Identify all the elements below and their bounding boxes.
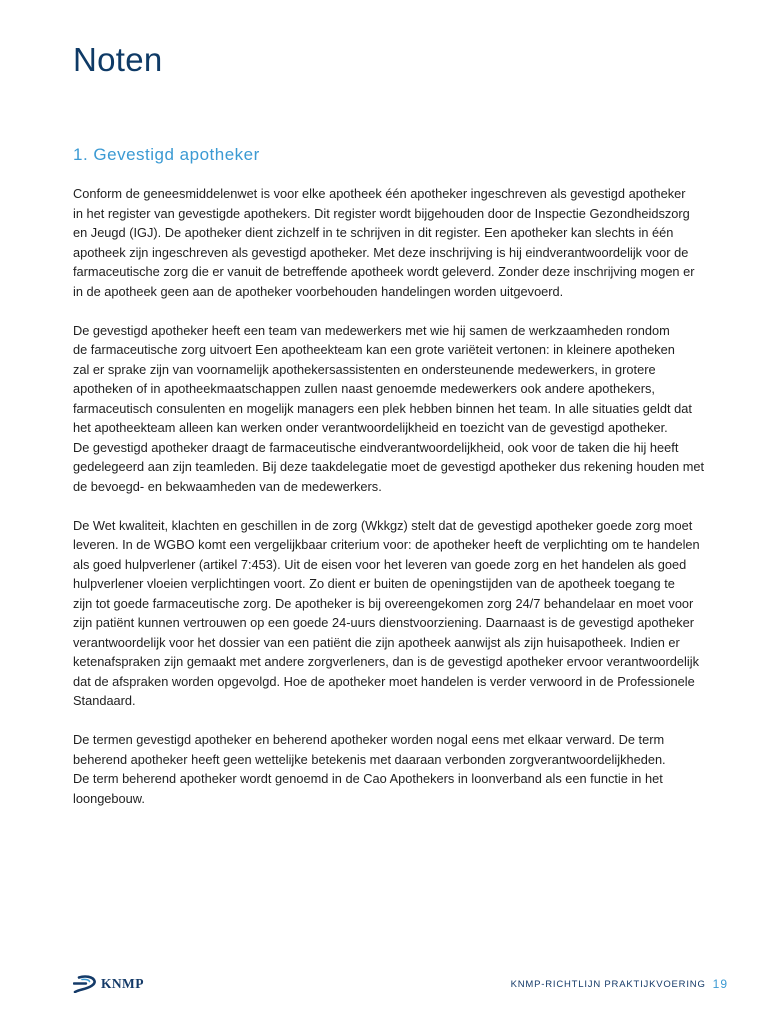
text-line: loongebouw. [73,790,145,806]
knmp-logo [73,975,144,993]
page-footer [73,973,728,995]
body-text [73,184,733,828]
running-footer [511,977,728,991]
text-line: apotheek zijn ingeschreven als gevestigd apotheker. Met deze inschrijving is hij eindverantwoordelijk voor de [73,244,689,260]
text-line: beherend apotheker heeft geen wettelijke betekenis met daaraan verbonden zorgverantwoordelijkheden. [73,751,666,767]
text-line: hulpverlener vloeien verplichtingen voort. Zo dient er buiten de openingstijden van de apotheek toegang te [73,576,675,591]
section-heading: 1. Gevestigd apotheker [73,145,260,164]
paragraph-3 [73,516,733,711]
text-line: Standaard. [73,693,136,708]
text-line: zijn tot goede farmaceutische zorg. De apotheker is bij overeengekomen zorg 24/7 behandelaar en moet voor [73,595,694,611]
text-line: De Wet kwaliteit, klachten en geschillen in de zorg (Wkkgz) stelt dat de gevestigd apotheker goede zorg moet [73,517,693,533]
paragraph-4 [73,730,733,808]
paragraph-2 [73,321,733,497]
page-title: Noten [73,41,163,78]
text-line: en Jeugd (IGJ). De apotheker dient zichzelf in te schrijven in dit register. Een apotheker kan slechts in één [73,225,674,240]
text-line: farmaceutische zorg die er vanuit de betreffende apotheek wordt geleverd. Zonder deze inschrijving mogen er [73,264,695,279]
text-line: Conform de geneesmiddelenwet is voor elke apotheek één apotheker ingeschreven als gevestigd apotheker [73,186,686,201]
text-line: dat de afspraken worden opgevolgd. Hoe de apotheker moet handelen is verder verwoord in de Professionele [73,673,695,689]
paragraph-1 [73,184,733,301]
text-line: zijn patiënt kunnen vertrouwen op een goede 24-uurs dienstvoorziening. Daarnaast is de gevestigd apotheker [73,615,695,630]
text-line: De gevestigd apotheker draagt de farmaceutische eindverantwoordelijkheid, ook voor de taken die hij heeft [73,439,679,455]
text-line: De gevestigd apotheker heeft een team van medewerkers met wie hij samen de werkzaamheden rondom [73,322,670,338]
text-line: apotheken of in apotheekmaatschappen zullen naast genoemde medewerkers ook andere apothekers, [73,381,655,396]
text-line: de farmaceutische zorg uitvoert Een apotheekteam kan een grote variëteit vertonen: in kleinere apotheken [73,342,675,357]
knmp-logo-icon [73,975,97,993]
text-line: ketenafspraken zijn gemaakt met andere zorgverleners, dan is de gevestigd apotheker ervoor verantwoordelijk [73,654,699,669]
text-line: farmaceutisch consulenten en mogelijk managers een plek hebben binnen het team. In alle situaties geldt dat [73,400,692,416]
text-line: De term beherend apotheker wordt genoemd in de Cao Apothekers in loonverband als een functie in het [73,771,663,786]
text-line: gedelegeerd aan zijn teamleden. Bij deze taakdelegatie moet de gevestigd apotheker dus rekening houden met [73,459,705,474]
running-title: KNMP-RICHTLIJN PRAKTIJKVOERING [510,978,706,990]
text-line: het apotheekteam alleen kan werken onder verantwoordelijkheid en toezicht van de gevestigd apotheker. [73,420,668,435]
text-line: verantwoordelijk voor het dossier van een patiënt die zijn apotheek aanwijst als zijn huisapotheek. Indien er [73,634,680,650]
text-line: in de apotheek geen aan de apotheker voorbehouden handelingen worden uitgevoerd. [73,283,564,299]
text-line: de bevoegd- en bekwaamheden van de medewerkers. [73,478,382,494]
text-line: zal er sprake zijn van voornamelijk apothekersassistenten en ondersteunende medewerkers, in grotere [73,361,656,377]
text-line: De termen gevestigd apotheker en beherend apotheker worden nogal eens met elkaar verward. De term [73,732,665,747]
text-line: in het register van gevestigde apothekers. Dit register wordt bijgehouden door de Inspectie Gezondheidszorg [73,205,690,221]
text-line: leveren. In de WGBO komt een vergelijkbaar criterium voor: de apotheker heeft de verplichting om te handelen [73,537,700,552]
logo-text: KNMP [101,976,144,991]
text-line: als goed hulpverlener (artikel 7:453). Uit de eisen voor het leveren van goede zorg en het handelen als goed [73,556,687,572]
page-number: 19 [712,977,728,991]
